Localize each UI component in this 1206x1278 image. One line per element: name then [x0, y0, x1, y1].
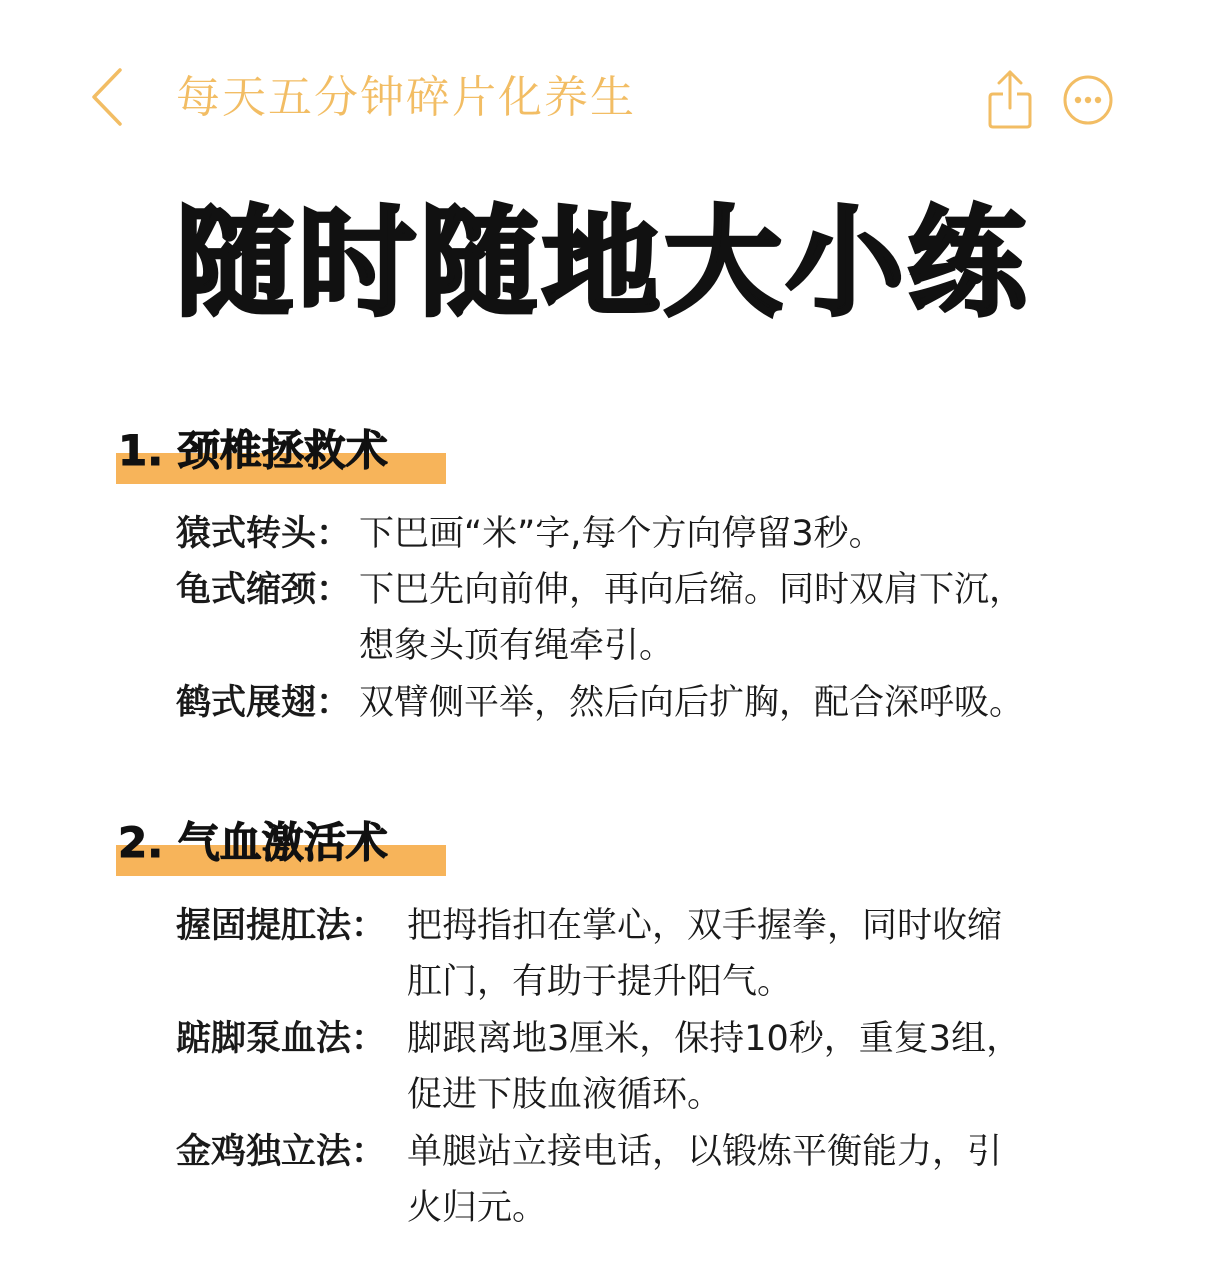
item-label: 猿式转头： [176, 514, 352, 554]
item-description [407, 898, 1002, 1010]
share-icon [984, 68, 1036, 130]
item-label: 踮脚泵血法： [176, 1019, 387, 1059]
item-description [359, 562, 1024, 674]
item-description [359, 506, 884, 562]
back-button[interactable] [84, 62, 134, 132]
chevron-left-icon [84, 62, 134, 132]
description-line: 火归元。 [407, 1188, 548, 1228]
item-label: 鹤式展翅： [176, 683, 352, 723]
more-icon [1062, 74, 1114, 126]
item-label: 龟式缩颈： [176, 570, 352, 610]
description-line: 促进下肢血液循环。 [407, 1075, 723, 1115]
item-label: 金鸡独立法： [176, 1132, 387, 1172]
description-line: 双臂侧平举，然后向后扩胸，配合深呼吸。 [359, 683, 1025, 723]
section-heading-text: 1. 颈椎拯救术 [118, 426, 388, 475]
item-label: 握固提肛法： [176, 906, 387, 946]
headline: 随时随地大小练 [175, 194, 1030, 332]
description-line: 下巴画“米”字,每个方向停留3秒。 [359, 514, 884, 554]
description-line: 单腿站立接电话，以锻炼平衡能力，引 [407, 1132, 1003, 1172]
item-description [407, 1011, 1021, 1123]
description-line: 下巴先向前伸，再向后缩。同时双肩下沉， [359, 570, 1025, 610]
more-button[interactable] [1062, 74, 1114, 126]
description-line: 脚跟离地3厘米，保持10秒，重复3组， [407, 1019, 1022, 1059]
item-description [359, 675, 1024, 731]
section-heading-text: 2. 气血激活术 [118, 818, 388, 867]
section-heading [116, 424, 446, 484]
description-line: 肛门，有助于提升阳气。 [407, 962, 793, 1002]
page-title: 每天五分钟碎片化养生 [176, 72, 636, 123]
description-line: 想象头顶有绳牵引。 [359, 626, 675, 666]
share-button[interactable] [984, 68, 1036, 130]
item-description [407, 1124, 1002, 1236]
description-line: 把拇指扣在掌心，双手握拳，同时收缩 [407, 906, 1003, 946]
section-heading [116, 816, 446, 876]
